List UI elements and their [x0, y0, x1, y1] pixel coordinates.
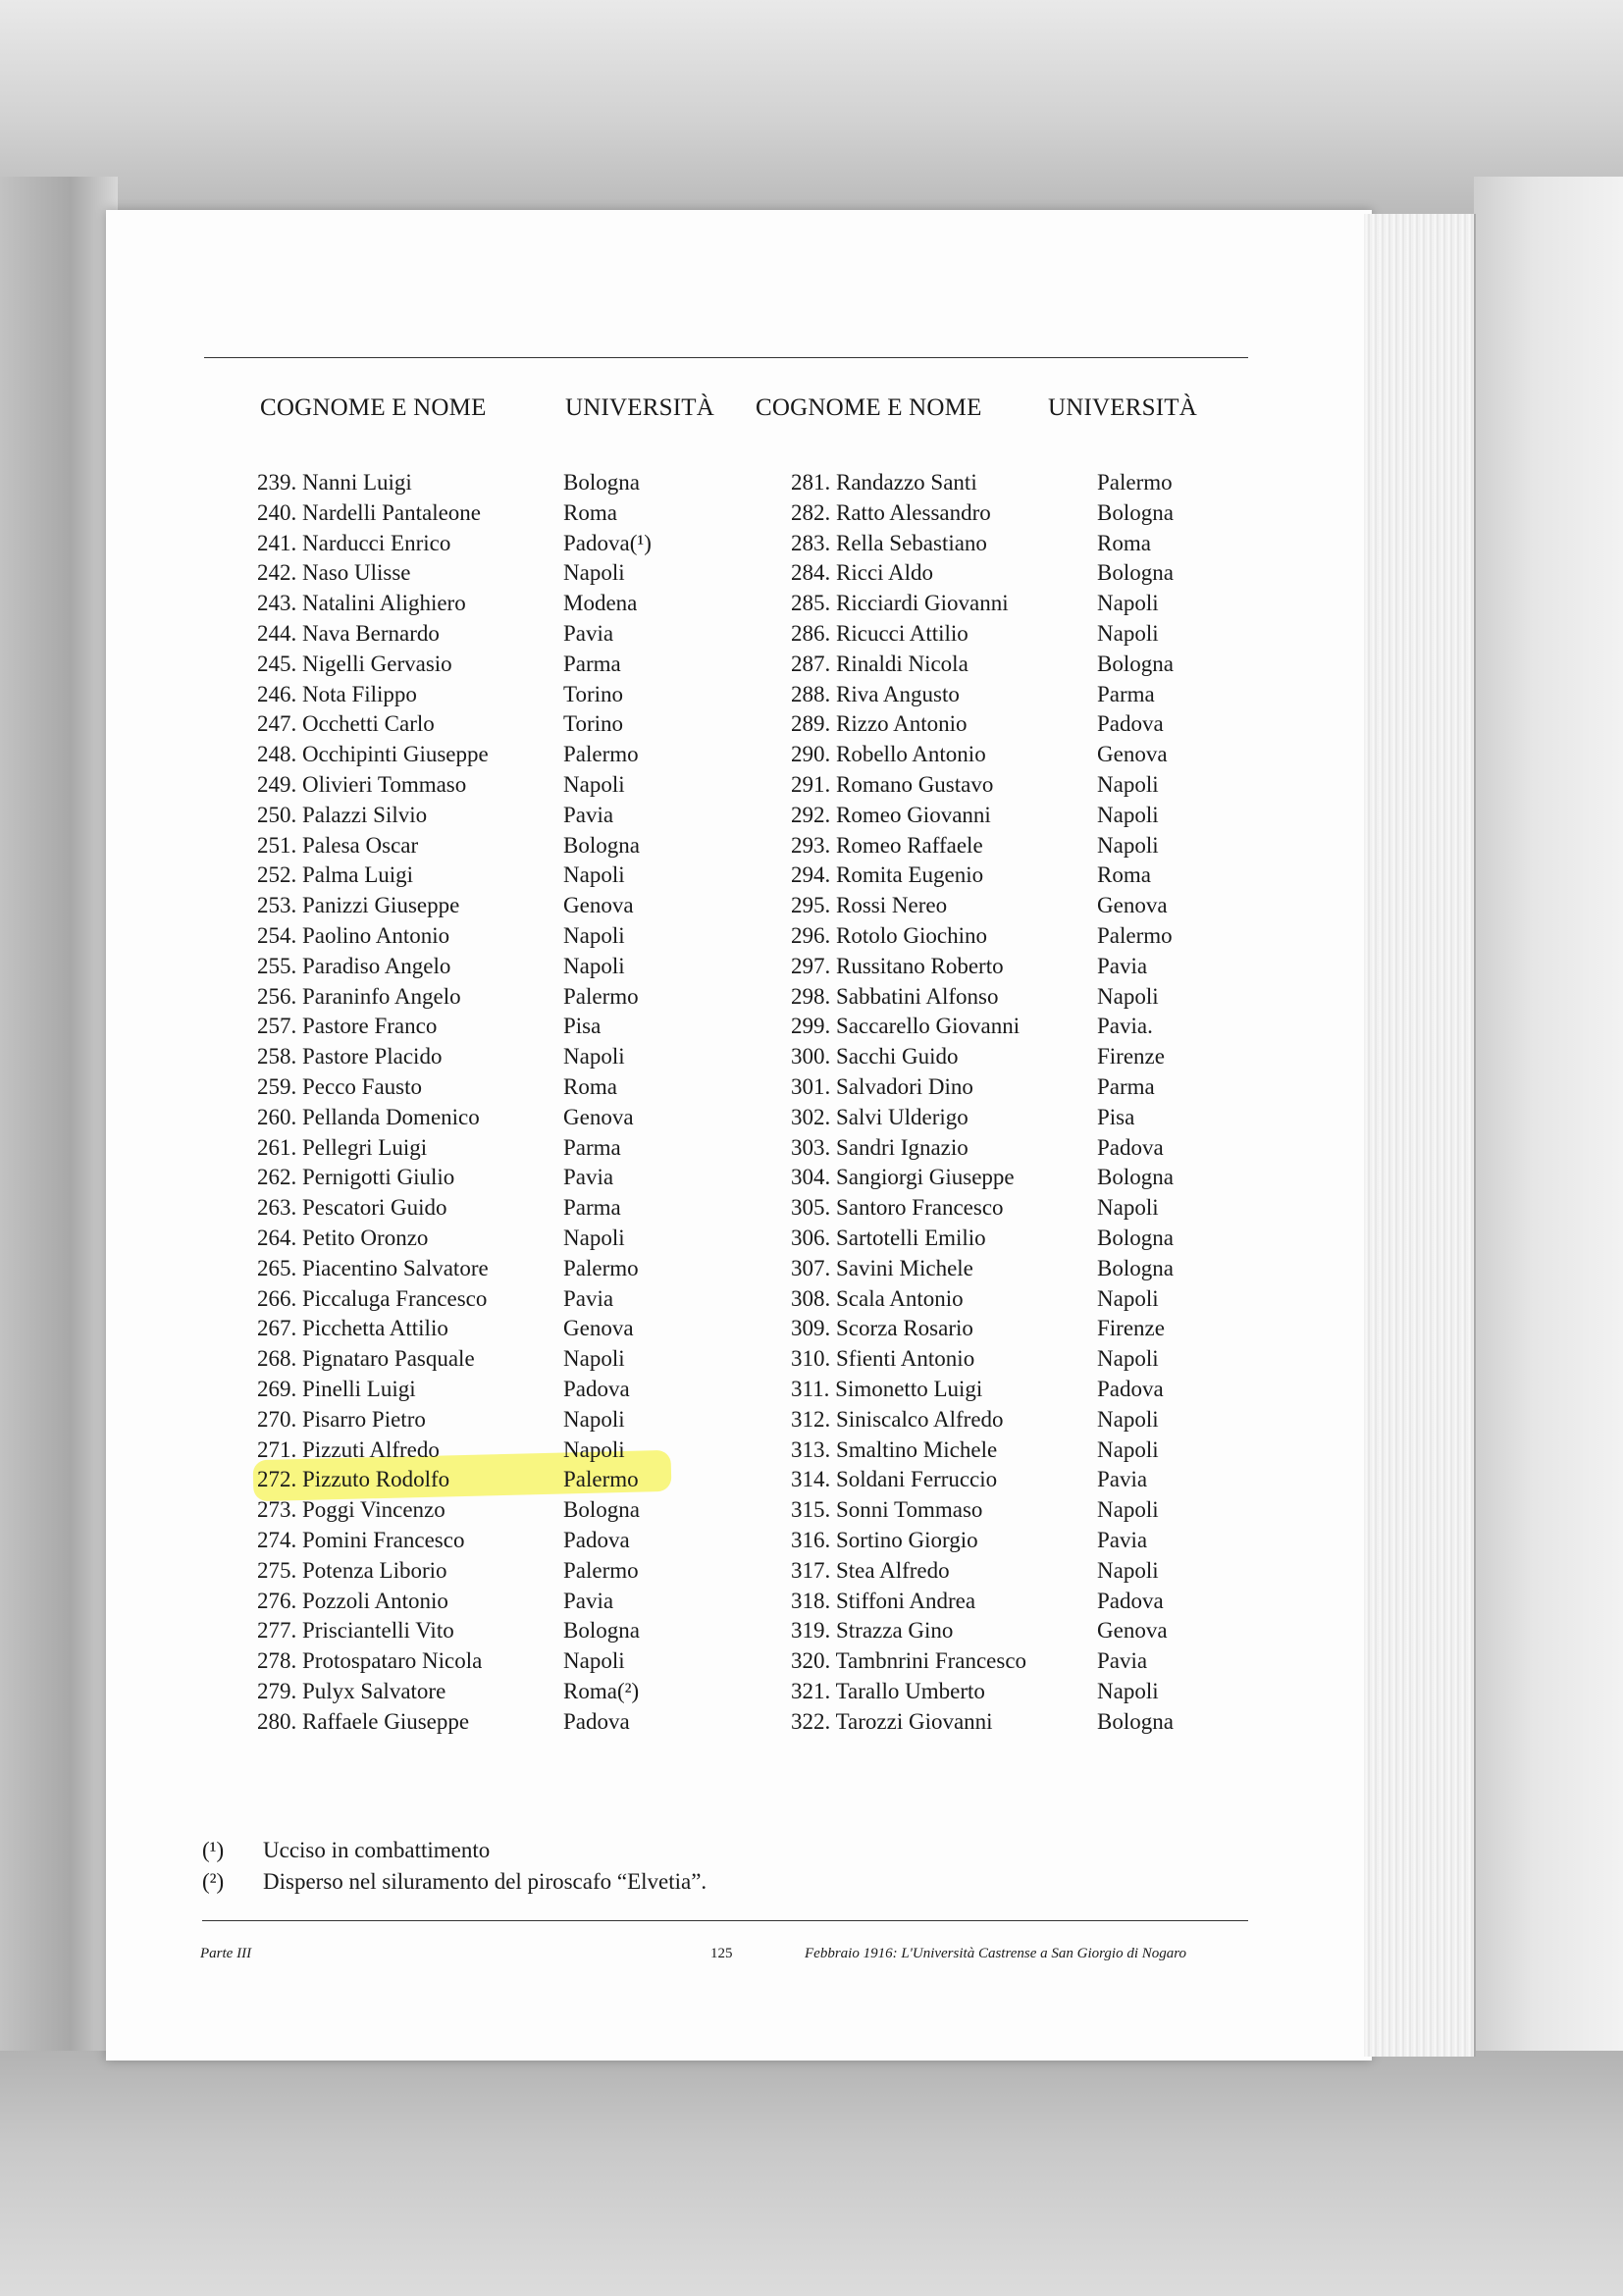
entry-university: Bologna [1097, 1226, 1174, 1250]
entry-university: Napoli [1097, 1346, 1159, 1371]
footer-part: Parte III [200, 1946, 252, 1961]
entry-university: Torino [563, 711, 623, 736]
entry-name: 255. Paradiso Angelo [257, 954, 451, 978]
entry-university: Bologna [1097, 1709, 1174, 1734]
entry-university: Palermo [563, 742, 639, 766]
entry-university: Roma [1097, 862, 1151, 887]
entry-name: 258. Pastore Placido [257, 1044, 443, 1069]
entry-name: 246. Nota Filippo [257, 682, 417, 706]
entry-university: Bologna [1097, 1165, 1174, 1189]
entry-name: 319. Strazza Gino [791, 1618, 954, 1643]
entry-university: Genova [563, 1316, 634, 1340]
entry-name: 314. Soldani Ferruccio [791, 1467, 998, 1491]
entry-name: 304. Sangiorgi Giuseppe [791, 1165, 1015, 1189]
entry-name: 300. Sacchi Guido [791, 1044, 959, 1069]
entry-name: 320. Tambnrini Francesco [791, 1648, 1027, 1673]
entry-name: 260. Pellanda Domenico [257, 1105, 480, 1129]
entry-university: Padova [1097, 711, 1164, 736]
entry-university: Padova [1097, 1377, 1164, 1401]
right-name-header: COGNOME E NOME [756, 394, 982, 421]
entry-university: Napoli [1097, 833, 1159, 858]
entry-university: Pavia [563, 803, 614, 827]
entry-university: Bologna [1097, 1256, 1174, 1280]
entry-university: Pisa [1097, 1105, 1135, 1129]
entry-university: Palermo [563, 984, 639, 1009]
entry-name: 307. Savini Michele [791, 1256, 973, 1280]
entry-university: Padova(¹) [563, 531, 652, 555]
entry-name: 321. Tarallo Umberto [791, 1679, 985, 1703]
entry-name: 283. Rella Sebastiano [791, 531, 987, 555]
entry-name: 317. Stea Alfredo [791, 1558, 950, 1583]
entry-university: Pavia [563, 1165, 614, 1189]
entry-name: 285. Ricciardi Giovanni [791, 591, 1009, 615]
entry-name: 298. Sabbatini Alfonso [791, 984, 999, 1009]
entry-name: 267. Picchetta Attilio [257, 1316, 448, 1340]
entry-name: 265. Piacentino Salvatore [257, 1256, 489, 1280]
entry-name: 311. Simonetto Luigi [791, 1377, 983, 1401]
entry-name: 274. Pomini Francesco [257, 1528, 465, 1552]
entry-university: Bologna [563, 470, 640, 495]
entry-university: Padova [563, 1709, 630, 1734]
entry-university: Napoli [1097, 1286, 1159, 1311]
entry-name: 269. Pinelli Luigi [257, 1377, 416, 1401]
scan-background-right [1474, 177, 1623, 2090]
entry-name: 273. Poggi Vincenzo [257, 1497, 445, 1522]
entry-university: Napoli [563, 560, 625, 585]
entry-name: 306. Sartotelli Emilio [791, 1226, 986, 1250]
footnote-marker-2: (²) [202, 1869, 225, 1894]
entry-name: 303. Sandri Ignazio [791, 1135, 969, 1160]
left-university-header: UNIVERSITÀ [565, 394, 714, 421]
entry-name: 315. Sonni Tommaso [791, 1497, 983, 1522]
entry-name: 262. Pernigotti Giulio [257, 1165, 455, 1189]
entry-university: Napoli [563, 862, 625, 887]
entry-name: 276. Pozzoli Antonio [257, 1589, 448, 1613]
entry-name: 240. Nardelli Pantaleone [257, 500, 482, 525]
entry-name: 287. Rinaldi Nicola [791, 652, 969, 676]
footnote-marker-1: (¹) [202, 1838, 225, 1862]
entry-university: Napoli [1097, 1558, 1159, 1583]
entry-university: Napoli [563, 954, 625, 978]
entry-university: Pisa [563, 1014, 602, 1038]
scan-background-left [0, 177, 118, 2090]
top-rule [204, 357, 1248, 358]
right-university-header: UNIVERSITÀ [1048, 394, 1197, 421]
entry-name: 295. Rossi Nereo [791, 893, 948, 917]
entry-name: 252. Palma Luigi [257, 862, 414, 887]
entry-name: 254. Paolino Antonio [257, 923, 450, 948]
entry-name: 272. Pizzuto Rodolfo [257, 1467, 450, 1491]
entry-university: Bologna [1097, 652, 1174, 676]
scan-background-top [0, 0, 1623, 218]
entry-university: Napoli [1097, 1437, 1159, 1462]
entry-name: 250. Palazzi Silvio [257, 803, 428, 827]
entry-name: 294. Romita Eugenio [791, 862, 984, 887]
entry-name: 289. Rizzo Antonio [791, 711, 968, 736]
entry-university: Napoli [1097, 1407, 1159, 1432]
entry-name: 291. Romano Gustavo [791, 772, 994, 797]
entry-name: 256. Paraninfo Angelo [257, 984, 461, 1009]
entry-university: Pavia [563, 1589, 614, 1613]
entry-university: Pavia [1097, 1648, 1148, 1673]
entry-university: Parma [1097, 682, 1155, 706]
entry-university: Napoli [1097, 621, 1159, 646]
entry-university: Pavia [1097, 954, 1148, 978]
entry-university: Firenze [1097, 1044, 1165, 1069]
entry-university: Torino [563, 682, 623, 706]
entry-name: 278. Protospataro Nicola [257, 1648, 483, 1673]
entry-university: Genova [1097, 742, 1168, 766]
entry-university: Palermo [563, 1558, 639, 1583]
entry-name: 257. Pastore Franco [257, 1014, 438, 1038]
entry-university: Genova [563, 893, 634, 917]
entry-name: 290. Robello Antonio [791, 742, 986, 766]
entry-university: Napoli [1097, 984, 1159, 1009]
entry-university: Palermo [563, 1256, 639, 1280]
entry-university: Parma [563, 652, 621, 676]
entry-name: 310. Sfienti Antonio [791, 1346, 975, 1371]
entry-name: 242. Naso Ulisse [257, 560, 411, 585]
entry-name: 281. Randazzo Santi [791, 470, 977, 495]
entry-university: Parma [563, 1135, 621, 1160]
entry-name: 301. Salvadori Dino [791, 1074, 973, 1099]
entry-name: 244. Nava Bernardo [257, 621, 440, 646]
footnote-text-2: Disperso nel siluramento del piroscafo “Elvetia”. [263, 1869, 707, 1894]
entry-university: Genova [563, 1105, 634, 1129]
entry-name: 271. Pizzuti Alfredo [257, 1437, 440, 1462]
entry-name: 282. Ratto Alessandro [791, 500, 991, 525]
entry-university: Palermo [1097, 470, 1173, 495]
entry-university: Napoli [563, 923, 625, 948]
entry-name: 268. Pignataro Pasquale [257, 1346, 475, 1371]
entry-name: 263. Pescatori Guido [257, 1195, 447, 1220]
entry-university: Roma(²) [563, 1679, 640, 1703]
entry-name: 264. Petito Oronzo [257, 1226, 429, 1250]
entry-name: 270. Pisarro Pietro [257, 1407, 426, 1432]
entry-university: Napoli [563, 772, 625, 797]
entry-university: Napoli [1097, 803, 1159, 827]
entry-name: 253. Panizzi Giuseppe [257, 893, 460, 917]
entry-name: 245. Nigelli Gervasio [257, 652, 452, 676]
entry-university: Pavia [563, 621, 614, 646]
entry-university: Padova [563, 1377, 630, 1401]
entry-university: Napoli [1097, 1195, 1159, 1220]
entry-name: 302. Salvi Ulderigo [791, 1105, 969, 1129]
entry-name: 251. Palesa Oscar [257, 833, 419, 858]
entry-university: Palermo [1097, 923, 1173, 948]
entry-name: 308. Scala Antonio [791, 1286, 964, 1311]
entry-university: Bologna [563, 1497, 640, 1522]
entry-university: Parma [563, 1195, 621, 1220]
entry-university: Padova [563, 1528, 630, 1552]
entry-name: 247. Occhetti Carlo [257, 711, 435, 736]
entry-university: Modena [563, 591, 638, 615]
entry-name: 259. Pecco Fausto [257, 1074, 423, 1099]
entry-name: 299. Saccarello Giovanni [791, 1014, 1021, 1038]
entry-name: 279. Pulyx Salvatore [257, 1679, 446, 1703]
entry-name: 275. Potenza Liborio [257, 1558, 447, 1583]
footer-page-number: 125 [710, 1946, 733, 1961]
entry-university: Napoli [1097, 772, 1159, 797]
entry-university: Napoli [1097, 1679, 1159, 1703]
entry-university: Napoli [563, 1346, 625, 1371]
entry-university: Roma [1097, 531, 1151, 555]
entry-university: Pavia. [1097, 1014, 1153, 1038]
entry-name: 286. Ricucci Attilio [791, 621, 969, 646]
bottom-rule [202, 1920, 1248, 1921]
entry-name: 305. Santoro Francesco [791, 1195, 1004, 1220]
entry-name: 322. Tarozzi Giovanni [791, 1709, 993, 1734]
entry-name: 293. Romeo Raffaele [791, 833, 983, 858]
page-edges [1364, 214, 1476, 2057]
footer-running-title: Febbraio 1916: L'Università Castrense a San Giorgio di Nogaro [805, 1946, 1187, 1961]
entry-name: 277. Prisciantelli Vito [257, 1618, 454, 1643]
entry-name: 292. Romeo Giovanni [791, 803, 991, 827]
entry-university: Bologna [1097, 500, 1174, 525]
entry-university: Napoli [563, 1044, 625, 1069]
entry-name: 297. Russitano Roberto [791, 954, 1004, 978]
entry-name: 241. Narducci Enrico [257, 531, 451, 555]
entry-university: Napoli [1097, 1497, 1159, 1522]
entry-university: Genova [1097, 893, 1168, 917]
entry-name: 280. Raffaele Giuseppe [257, 1709, 470, 1734]
entry-name: 312. Siniscalco Alfredo [791, 1407, 1004, 1432]
entry-university: Padova [1097, 1589, 1164, 1613]
entry-university: Napoli [1097, 591, 1159, 615]
entry-university: Padova [1097, 1135, 1164, 1160]
entry-university: Pavia [1097, 1528, 1148, 1552]
entry-university: Roma [563, 1074, 617, 1099]
entry-name: 243. Natalini Alighiero [257, 591, 466, 615]
entry-university: Pavia [563, 1286, 614, 1311]
entry-university: Napoli [563, 1648, 625, 1673]
entry-name: 284. Ricci Aldo [791, 560, 934, 585]
entry-name: 248. Occhipinti Giuseppe [257, 742, 489, 766]
left-name-header: COGNOME E NOME [260, 394, 487, 421]
entry-university: Genova [1097, 1618, 1168, 1643]
entry-name: 266. Piccaluga Francesco [257, 1286, 488, 1311]
entry-university: Firenze [1097, 1316, 1165, 1340]
entry-university: Parma [1097, 1074, 1155, 1099]
entry-name: 318. Stiffoni Andrea [791, 1589, 976, 1613]
entry-name: 296. Rotolo Giochino [791, 923, 987, 948]
entry-university: Napoli [563, 1226, 625, 1250]
entry-name: 288. Riva Angusto [791, 682, 960, 706]
entry-name: 309. Scorza Rosario [791, 1316, 973, 1340]
entry-name: 316. Sortino Giorgio [791, 1528, 978, 1552]
entry-university: Bologna [1097, 560, 1174, 585]
entry-name: 313. Smaltino Michele [791, 1437, 998, 1462]
entry-university: Bologna [563, 833, 640, 858]
footnote-text-1: Ucciso in combattimento [263, 1838, 491, 1862]
entry-university: Bologna [563, 1618, 640, 1643]
scan-background-bottom [0, 2051, 1623, 2296]
entry-university: Roma [563, 500, 617, 525]
entry-name: 239. Nanni Luigi [257, 470, 412, 495]
entry-university: Napoli [563, 1407, 625, 1432]
entry-university: Pavia [1097, 1467, 1148, 1491]
entry-name: 261. Pellegri Luigi [257, 1135, 428, 1160]
entry-name: 249. Olivieri Tommaso [257, 772, 467, 797]
entry-university: Palermo [563, 1467, 639, 1491]
entry-university: Napoli [563, 1437, 625, 1462]
